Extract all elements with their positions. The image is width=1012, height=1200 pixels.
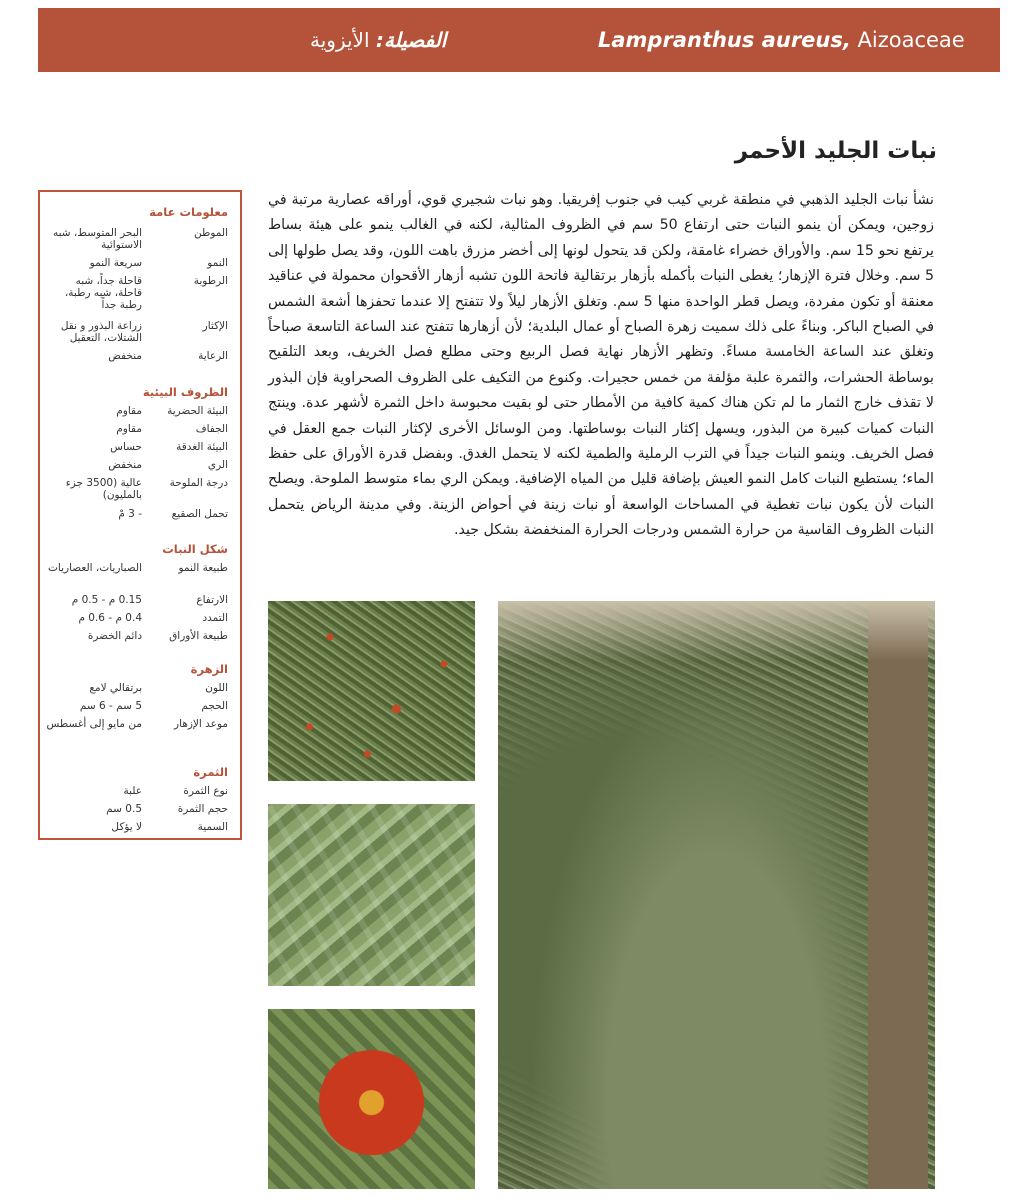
page-header-bar xyxy=(38,8,1000,72)
photo-succulent-leaves xyxy=(268,804,475,986)
row-value: مقاوم xyxy=(116,405,142,417)
row-value: علبة xyxy=(123,785,142,797)
row-value: 0.5 سم xyxy=(106,803,142,815)
row-label: الارتفاع xyxy=(196,594,228,606)
section-title-flower: الزهرة xyxy=(190,662,228,676)
row-value: 0.15 م - 0.5 م xyxy=(71,594,142,606)
species-latin-name xyxy=(598,28,965,52)
photo-ground-cover-under-tree xyxy=(498,601,935,1189)
family-arabic xyxy=(310,28,446,52)
section-title-environment: الظروف البيئية xyxy=(142,385,228,399)
section-title-general-info: معلومات عامة xyxy=(149,205,228,219)
row-label: الرطوبة xyxy=(193,275,228,287)
row-label: البيئة الحضرية xyxy=(167,405,228,417)
row-label: الموطن xyxy=(194,227,228,239)
species-name: Lampranthus aureus, xyxy=(598,28,851,52)
info-sidebar xyxy=(38,190,242,840)
photo-background-haze xyxy=(498,601,935,661)
row-value: دائم الخضرة xyxy=(87,630,142,642)
row-label: البيئة الغدقة xyxy=(176,441,228,453)
row-value: 5 سم - 6 سم xyxy=(79,700,142,712)
section-title-plant-form: شكل النبات xyxy=(162,542,228,556)
row-value: لا يؤكل xyxy=(111,821,142,833)
row-value: منخفض xyxy=(108,350,142,362)
row-value: البحر المتوسط، شبه الاستوائية xyxy=(52,227,142,251)
row-value: منخفض xyxy=(108,459,142,471)
row-label: الجفاف xyxy=(195,423,228,435)
row-label: السمية xyxy=(197,821,228,833)
row-value: زراعة البذور و نقل الشتلات، التعقيل xyxy=(60,320,142,344)
description-paragraph: نشأ نبات الجليد الذهبي في منطقة غربي كيب في جنوب إفريقيا. وهو نبات شجيري قوي، أوراقه عصارية مرتبة في زوجين، ويمكن أن ينمو النبات حتى ارتفاع 50 سم في الظروف المثالية، لكنه في الغالب ينمو على هيئة بساط يرتفع نحو 15 سم. والأوراق خضراء غامقة، ولكن قد يتحول لونها إلى أخضر مزرق باهت اللون، وقد يصل طولها إلى 5 سم. وخلال فترة الإزهار؛ يغطى النبات بأكمله بأزهار برتقالية فاتحة اللون تشبه أزهار الأقحوان محمولة في عناقيد معنقة أو تكون مفردة، ويصل قطر الواحدة منها 5 سم. وتغلق الأزهار ليلاً ولا تتفتح إلا عندما تحفزها أشعة الشمس في الصباح الباكر. وبناءً على ذلك سميت زهرة الصباح أو عمال البلدية؛ لأن أزهارها تتفتح عند الساعة التاسعة صباحاً وتغلق عند الساعة الخامسة مساءً. وتظهر الأزهار نهاية فصل الربيع وحتى مطلع فصل الخريف، وبعد التلقيح بوساطة الحشرات، والثمرة علبة مؤلفة من خمس حجيرات. وكنوع من التكيف على الظروف الصحراوية فإن البذور لا تقذف خارج الثمار ما لم تكن هناك كمية كافية من الأمطار حتى لو بقيت محبوسة داخل الثمرة لأشهر عدة. وينتج النبات كميات كبيرة من البذور، ويسهل إكثار النبات بوساطتها. ومن الوسائل الأخرى لإكثار النبات جمع العقل في فصل الخريف. وينمو النبات جيداً في الترب الرملية والطمية لكنه لا يتحمل الغدق. وبفضل قدرة الأوراق على حفظ الماء؛ يستطيع النبات كامل النمو العيش بإضافة قليل من المياه الإضافية. ويمكن الري بماء متوسط الملوحة. ويصلح النبات لأن يكون نبات تغطية في المساحات الواسعة أو نبات زينة في أحواض الزينة. وفي مدينة الرياض يتحمل النبات الظروف القاسية من حرارة الشمس ودرجات الحرارة المنخفضة بشكل جيد. xyxy=(268,192,935,539)
row-label: حجم الثمرة xyxy=(177,803,228,815)
row-label: موعد الإزهار xyxy=(174,718,228,730)
row-label: الإكثار xyxy=(202,320,228,332)
row-value: مقاوم xyxy=(116,423,142,435)
family-value: الأيزوية xyxy=(310,28,370,52)
row-value: 0.4 م - 0.6 م xyxy=(78,612,142,624)
row-label: الري xyxy=(207,459,228,471)
row-label: طبيعة النمو xyxy=(178,562,228,574)
row-label: نوع الثمرة xyxy=(183,785,228,797)
row-label: النمو xyxy=(207,257,228,269)
row-value: - 3 مْ xyxy=(118,508,142,520)
photo-plant-flowers-closeup xyxy=(268,601,475,781)
row-value: حساس xyxy=(110,441,142,453)
family-label: الفصيلة: xyxy=(375,28,447,52)
row-value: سريعة النمو xyxy=(89,257,142,269)
row-label: الرعاية xyxy=(198,350,228,362)
row-value: الصباريات، العصاريات xyxy=(48,562,142,574)
row-label: اللون xyxy=(205,682,228,694)
row-value: عالية (3500 جزء بالمليون) xyxy=(65,477,142,501)
family-latin: Aizoaceae xyxy=(857,28,965,52)
row-value: قاحلة جداً، شبه قاحلة، شبه رطبة، رطبة جداً xyxy=(64,275,142,311)
photo-red-flower xyxy=(268,1009,475,1189)
row-label: التمدد xyxy=(202,612,228,624)
row-label: درجة الملوحة xyxy=(169,477,228,489)
row-label: الحجم xyxy=(201,700,228,712)
section-title-fruit: الثمرة xyxy=(193,765,228,779)
page-title: نبات الجليد الأحمر xyxy=(734,138,937,164)
row-label: تحمل الصقيع xyxy=(171,508,228,520)
row-value: من مايو إلى أغسطس xyxy=(46,718,142,730)
row-label: طبيعة الأوراق xyxy=(169,630,228,642)
row-value: برتقالي لامع xyxy=(89,682,142,694)
